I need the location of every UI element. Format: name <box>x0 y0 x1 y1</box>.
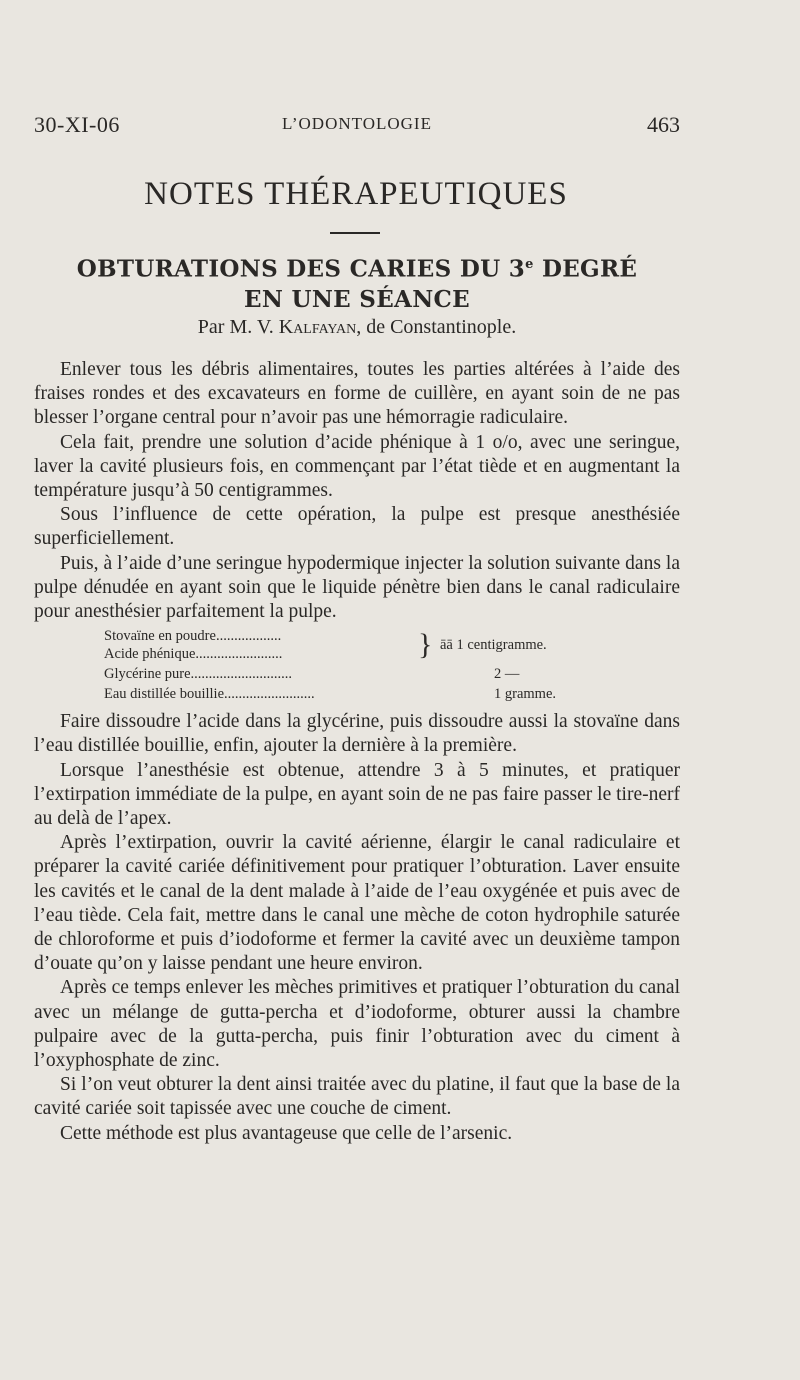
article-title <box>34 250 680 315</box>
formula-row-eau: Eau distillée bouillie......................... <box>104 686 315 703</box>
header-page-number: 463 <box>647 112 680 137</box>
paragraph: Après l’extirpation, ouvrir la cavité aérienne, élargir le canal radiculaire et préparer la cavité cariée définitivement pour pratiquer l’obturation. Laver ensuite les cavités et le canal de la dent malade à l’aide de l’eau oxygénée et puis avec de l’eau tiède. Cela fait, mettre dans le canal une mèche de coton hydrophile saturée de chloroforme et puis d’iodoforme et fermer la cavité avec un deuxième tampon d’ouate qu’on y laisse pendant une heure environ. <box>34 832 680 975</box>
formula-shared-amount: āā 1 centigramme. <box>440 637 547 654</box>
formula-brace: } <box>418 628 433 662</box>
formula-glycerine-amount: 2 — <box>494 666 520 683</box>
formula-row-glycerine: Glycérine pure............................ <box>104 666 293 683</box>
header-date: 30-XI-06 <box>34 112 120 137</box>
article-title-line2: EN UNE SÉANCE <box>244 285 470 313</box>
paragraph: Après ce temps enlever les mèches primitives et pratiquer l’obturation du canal avec un mélange de gutta-percha et d’iodoforme, obturer aussi la chambre pulpaire avec de la gutta-percha, puis finir l’obturation avec du ciment à l’oxyphosphate de zinc. <box>34 977 680 1072</box>
formula-row-stovaine: Stovaïne en poudre.................. <box>104 628 282 645</box>
article-body <box>34 358 680 1146</box>
title-divider <box>330 232 380 234</box>
header-journal-title: L’ODONTOLOGIE <box>282 114 432 133</box>
formula-eau-amount: 1 gramme. <box>494 686 557 703</box>
prescription-formula <box>104 628 624 706</box>
paragraph: Puis, à l’aide d’une seringue hypodermique injecter la solution suivante dans la pulpe dénudée en ayant soin que le liquide pénètre bien dans le canal radiculaire pour anesthésier parfaitement la pulpe. <box>34 552 680 623</box>
paragraph: Lorsque l’anesthésie est obtenue, attendre 3 à 5 minutes, et pratiquer l’extirpation immédiate de la pulpe, en ayant soin de ne pas faire passer le tire-nerf au delà de l’apex. <box>34 759 680 830</box>
formula-row-acide: Acide phénique........................ <box>104 646 283 663</box>
paragraph: Sous l’influence de cette opération, la pulpe est presque anesthésiée superficiellement. <box>34 504 680 550</box>
title-superscript: e <box>525 257 534 272</box>
paragraph: Enlever tous les débris alimentaires, toutes les parties altérées à l’aide des fraises rondes et des excavateurs en forme de cuillère, en ayant soin de ne pas blesser l’organe central pour n’avoir pas une hémorragie radiculaire. <box>34 359 680 429</box>
byline: Par M. V. Kalfayan, de Constantinople. <box>197 316 517 338</box>
paragraph: Faire dissoudre l’acide dans la glycérine, puis dissoudre aussi la stovaïne dans l’eau distillée bouillie, enfin, ajouter la dernière à la première. <box>34 711 680 757</box>
paragraph: Cela fait, prendre une solution d’acide phénique à 1 o/o, avec une seringue, laver la cavité plusieurs fois, en commençant par l’état tiède et en augmentant la température jusqu’à 50 centigrammes. <box>34 431 680 502</box>
section-title: NOTES THÉRAPEUTIQUES <box>144 176 568 212</box>
running-header <box>34 112 680 146</box>
author-name: Kalfayan <box>278 316 357 338</box>
paragraph: Si l’on veut obturer la dent ainsi traitée avec du platine, il faut que la base de la cavité cariée soit tapissée avec une couche de ciment. <box>34 1074 680 1120</box>
paragraph: Cette méthode est plus avantageuse que celle de l’arsenic. <box>60 1122 513 1144</box>
article-title-line1: OBTURATIONS DES CARIES DU 3e DEGRÉ <box>76 255 638 283</box>
